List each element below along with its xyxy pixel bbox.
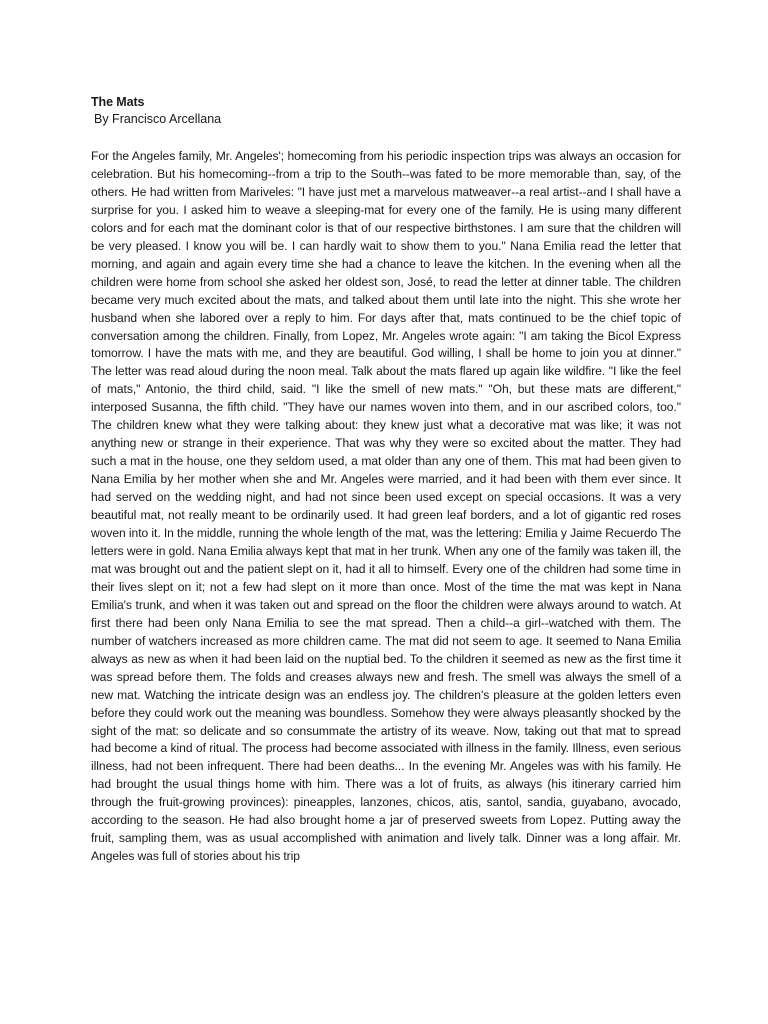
document-page <box>91 94 681 866</box>
document-author: By Francisco Arcellana <box>94 112 222 126</box>
document-title: The Mats <box>91 95 145 109</box>
document-body: For the Angeles family, Mr. Angeles'; homecoming from his periodic inspection trips was always an occasion for celebration. But his homecoming--from a trip to the South--was fated to be more memorable than, say, of the others. He had written from Mariveles: "I have just met a marvelous matweaver--a real artist--and I shall have a surprise for you. I asked him to weave a sleeping-mat for every one of the family. He is using many different colors and for each mat the dominant color is that of our respective birthstones. I am sure that the children will be very pleased. I know you will be. I can hardly wait to show them to you." Nana Emilia read the letter that morning, and again and again every time she had a chance to leave the kitchen. In the evening when all the children were home from school she asked her oldest son, José, to read the letter at dinner table. The children became very much excited about the mats, and talked about them until late into the night. This she wrote her husband when she labored over a reply to him. For days after that, mats continued to be the chief topic of conversation among the children. Finally, from Lopez, Mr. Angeles wrote again: "I am taking the Bicol Express tomorrow. I have the mats with me, and they are beautiful. God willing, I shall be home to join you at dinner." The letter was read aloud during the noon meal. Talk about the mats flared up again like wildfire. "I like the feel of mats," Antonio, the third child, said. "I like the smell of new mats." "Oh, but these mats are different," interposed Susanna, the fifth child. "They have our names woven into them, and in our ascribed colors, too." The children knew what they were talking about: they knew just what a decorative mat was like; it was not anything new or strange in their experience. That was why they were so excited about the matter. They had such a mat in the house, one they seldom used, a mat older than any one of them. This mat had been given to Nana Emilia by her mother when she and Mr. Angeles were married, and it had been with them ever since. It had served on the wedding night, and had not since been used except on special occasions. It was a very beautiful mat, not really meant to be ordinarily used. It had green leaf borders, and a lot of gigantic red roses woven into it. In the middle, running the whole length of the mat, was the lettering: Emilia y Jaime Recuerdo The letters were in gold. Nana Emilia always kept that mat in her trunk. When any one of the family was taken ill, the mat was brought out and the patient slept on it, had it all to himself. Every one of the children had some time in their lives slept on it; not a few had slept on it more than once. Most of the time the mat was kept in Nana Emilia's trunk, and when it was taken out and spread on the floor the children were always around to watch. At first there had been only Nana Emilia to see the mat spread. Then a child--a girl--watched with them. The number of watchers increased as more children came. The mat did not seem to age. It seemed to Nana Emilia always as new as when it had been laid on the nuptial bed. To the children it seemed as new as the first time it was spread before them. The folds and creases always new and fresh. The smell was always the smell of a new mat. Watching the intricate design was an endless joy. The children's pleasure at the golden letters even before they could work out the meaning was boundless. Somehow they were always pleasantly shocked by the sight of the mat: so delicate and so consummate the artistry of its weave. Now, taking out that mat to spread had become a kind of ritual. The process had become associated with illness in the family. Illness, even serious illness, had not been infrequent. There had been deaths... In the evening Mr. Angeles was with his family. He had brought the usual things home with him. There was a lot of fruits, as always (his itinerary carried him through the fruit-growing provinces): pineapples, lanzones, chicos, atis, santol, sandia, guyabano, avocado, according to the season. He had also brought home a jar of preserved sweets from Lopez. Putting away the fruit, sampling them, was as usual accomplished with animation and lively talk. Dinner was a long affair. Mr. Angeles was full of stories about his trip <box>91 149 681 864</box>
